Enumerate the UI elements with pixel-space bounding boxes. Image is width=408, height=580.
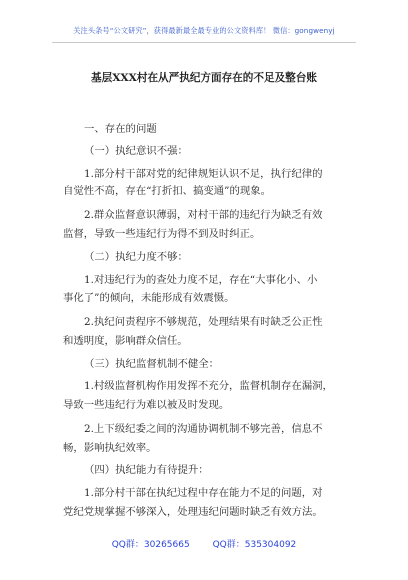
section-heading: 一、存在的问题 [84, 123, 157, 135]
paragraph-line: 1.村级监督机构作用发挥不充分，监督机制存在漏洞， [84, 380, 333, 392]
paragraph-line: 2.执纪问责程序不够规范，处理结果有时缺乏公正性 [84, 316, 323, 328]
footer-qq-group-2: QQ群：535304092 [212, 540, 297, 550]
paragraph-line: 和透明度，影响群众信任。 [63, 335, 188, 347]
paragraph-line: 监督，导致一些违纪行为得不到及时纠正。 [63, 228, 261, 240]
paragraph-line: 1.部分村干部在执纪过程中存在能力不足的问题，对 [84, 487, 323, 499]
subsection-heading: （三）执纪监督机制不健全： [84, 358, 220, 370]
paragraph-line: 1.对违纪行为的查处力度不足，存在“大事化小、小 [84, 274, 318, 286]
paragraph-line: 1.部分村干部对党的纪律规矩认识不足，执行纪律的 [84, 168, 323, 180]
document-title: 基层XXX村在从严执纪方面存在的不足及整台账 [91, 72, 317, 84]
header-divider [52, 42, 356, 43]
paragraph-line: 导致一些违纪行为难以被及时发现。 [63, 399, 230, 411]
header-promo-text: 关注头条号“公文研究”，获得最新最全最专业的公文资料库！ 微信：gongwenyj [73, 26, 335, 35]
paragraph-line: 畅，影响执纪效率。 [63, 442, 157, 454]
footer-contact [0, 537, 408, 550]
footer-qq-group-1: QQ群：30265665 [111, 540, 190, 550]
paragraph-line: 自觉性不高，存在“打折扣、搞变通”的现象。 [63, 185, 272, 197]
paragraph-line: 党纪党规掌握不够深入，处理违纪问题时缺乏有效方法。 [63, 506, 323, 518]
subsection-heading: （二）执纪力度不够： [84, 251, 188, 263]
paragraph-line: 事化了”的倾向，未能形成有效震慑。 [63, 292, 235, 304]
subsection-heading: （一）执纪意识不强： [84, 145, 188, 157]
paragraph-line: 2.群众监督意识薄弱，对村干部的违纪行为缺乏有效 [84, 209, 323, 221]
paragraph-line: 2.上下级纪委之间的沟通协调机制不够完善，信息不 [84, 423, 323, 435]
subsection-heading: （四）执纪能力有待提升： [84, 464, 209, 476]
